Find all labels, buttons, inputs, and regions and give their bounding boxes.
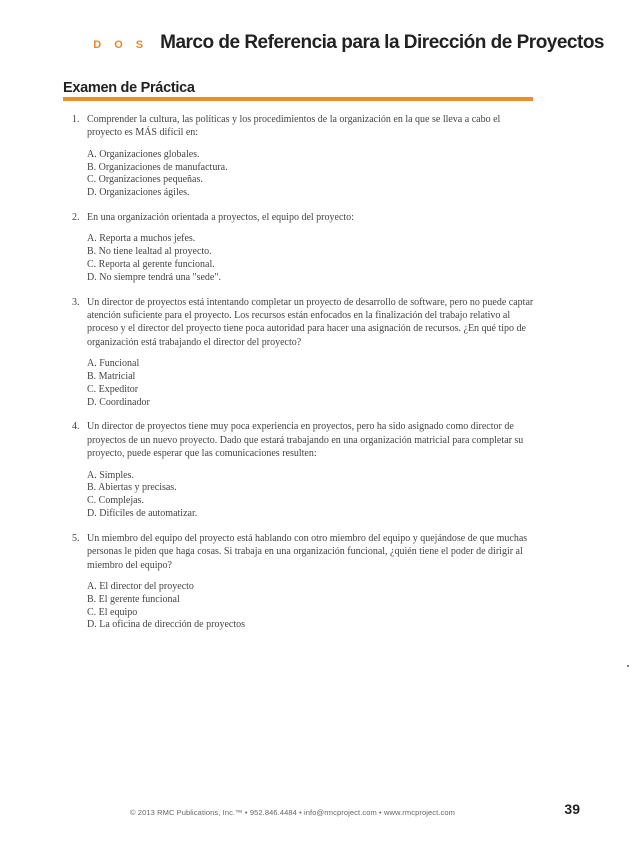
question-number: 5. (72, 532, 80, 544)
question-1 (72, 113, 537, 200)
option-c: C. El equipo (87, 606, 138, 618)
question-3 (72, 296, 537, 410)
option-d: D. La oficina de dirección de proyectos (87, 619, 245, 631)
question-number: 1. (72, 114, 80, 125)
option-list (87, 149, 537, 200)
option-c: C. Complejas. (87, 495, 144, 507)
section-title: Examen de Práctica (63, 80, 195, 96)
option-list (87, 358, 537, 409)
question-text: Un director de proyectos está intentando completar un proyecto de desarrollo de software, pero no puede captar atención suficiente para el proyecto. Los recursos están enfocados en la finalización del trabajo relativo al proceso y el director del proyecto tiene poca autoridad para hacer una asignación de recursos. ¿En qué tipo de organización está trabajando el director del proyecto? (87, 296, 534, 348)
option-a: A. Simples. (87, 469, 134, 481)
option-a: A. Reporta a muchos jefes. (87, 233, 196, 245)
option-d: D. Organizaciones ágiles. (87, 187, 190, 199)
option-c: C. Organizaciones pequeñas. (87, 174, 203, 186)
question-2 (72, 211, 537, 285)
chapter-title: Marco de Referencia para la Dirección de Proyectos (160, 32, 604, 53)
question-text: Un miembro del equipo del proyecto está hablando con otro miembro del equipo y quejándose de que muchas personas le piden que haga cosas. Si trabaja en una organización funcional, ¿quién tiene el poder de dirigir al miembro del equipo? (87, 532, 528, 571)
question-list (72, 113, 537, 643)
option-b: B. No tiene lealtad al proyecto. (87, 246, 212, 258)
option-b: B. Matricial (87, 371, 136, 383)
question-number: 4. (72, 421, 80, 433)
section-title-rule (63, 97, 533, 101)
scan-mark (627, 665, 629, 667)
option-b: B. Organizaciones de manufactura. (87, 161, 228, 173)
option-c: C. Reporta al gerente funcional. (87, 259, 215, 270)
option-d: D. Coordinador (87, 396, 150, 408)
option-list (87, 470, 537, 521)
chapter-label: D O S (93, 39, 149, 51)
chapter-header (93, 32, 604, 54)
option-c: C. Expeditor (87, 383, 139, 395)
footer-copyright: © 2013 RMC Publications, Inc.™ • 952.846.4484 • info@rmcproject.com • www.rmcproject.com (130, 808, 455, 817)
option-b: B. Abiertas y precisas. (87, 482, 177, 494)
question-number: 2. (72, 212, 80, 223)
question-text: Un director de proyectos tiene muy poca experiencia en proyectos, pero ha sido asignado como director de proyectos de un nuevo proyecto. Dado que estará trabajando en una organización matricial para completar su proyecto, puede esperar que las comunicaciones resulten: (87, 421, 524, 460)
option-b: B. El gerente funcional (87, 593, 180, 605)
question-text: Comprender la cultura, las políticas y los procedimientos de la organización en la que se lleva a cabo el proyecto es MÁS difícil en: (87, 114, 501, 139)
option-d: D. Difíciles de automatizar. (87, 508, 198, 520)
question-text: En una organización orientada a proyectos, el equipo del proyecto: (87, 212, 354, 223)
option-d: D. No siempre tendrá una "sede". (87, 271, 221, 283)
question-5 (72, 532, 537, 632)
page-number: 39 (564, 801, 580, 817)
option-a: A. Organizaciones globales. (87, 148, 200, 160)
option-list (87, 233, 537, 284)
option-list (87, 581, 537, 632)
option-a: A. Funcional (87, 358, 140, 370)
option-a: A. El director del proyecto (87, 581, 194, 593)
question-number: 3. (72, 296, 80, 308)
question-4 (72, 420, 537, 520)
